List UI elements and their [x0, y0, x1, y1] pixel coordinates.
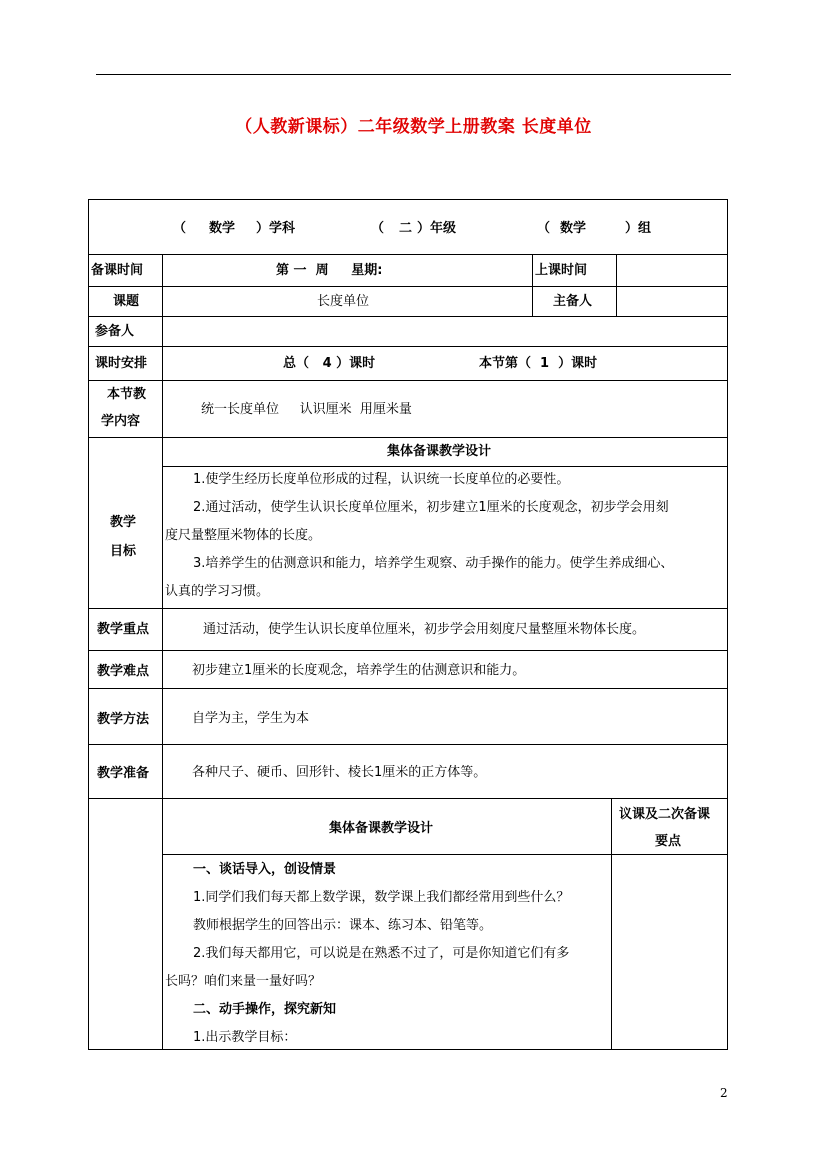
design-line: 教师根据学生的回答出示：课本、练习本、铅笔等。 — [193, 918, 493, 933]
column-divider — [611, 798, 612, 1050]
goals-label-line1: 教学 — [110, 515, 137, 530]
row-divider — [89, 346, 727, 347]
design-heading: 集体备课教学设计 — [387, 444, 492, 459]
design-line: 1.同学们我们每天都上数学课，数学课上我们都经常用到些什么？ — [193, 890, 570, 905]
prep-time-value: 第 一 周 星期: — [276, 263, 383, 278]
row-divider — [89, 688, 727, 689]
row-divider — [89, 798, 727, 799]
row-divider — [89, 380, 727, 381]
column-divider — [616, 254, 617, 316]
schedule-total: 总（ 4 ）课时 — [283, 356, 376, 371]
goal-line: 1.使学生经历长度单位形成的过程，认识统一长度单位的必要性。 — [193, 472, 570, 487]
notes-heading-line1: 议课及二次备课 — [619, 807, 711, 822]
column-divider — [532, 254, 533, 316]
row-divider — [89, 316, 727, 317]
subject-open: （ — [173, 221, 187, 236]
section-heading: 二、动手操作，探究新知 — [193, 1002, 337, 1017]
subject-label: ）学科 — [256, 221, 296, 236]
group-value: 数学 — [560, 221, 587, 236]
goal-line: 3.培养学生的估测意识和能力，培养学生观察、动手操作的能力。使学生养成细心、 — [193, 556, 674, 571]
header-rule — [96, 74, 731, 75]
schedule-label: 课时安排 — [95, 356, 148, 371]
lead-preparer-label: 主备人 — [553, 294, 593, 309]
row-divider — [163, 854, 727, 855]
row-divider — [89, 650, 727, 651]
design-heading-2: 集体备课教学设计 — [329, 821, 434, 836]
page-number: 2 — [720, 1086, 728, 1100]
prep-time-label: 备课时间 — [91, 263, 144, 278]
difficulty-label: 教学难点 — [97, 664, 150, 679]
design-line: 2.我们每天都用它，可以说是在熟悉不过了，可是你知道它们有多 — [193, 946, 570, 961]
section-heading: 一、谈话导入，创设情景 — [193, 862, 337, 877]
row-divider — [89, 744, 727, 745]
row-divider — [89, 286, 727, 287]
class-time-label: 上课时间 — [535, 263, 588, 278]
difficulty-value: 初步建立1厘米的长度观念，培养学生的估测意识和能力。 — [192, 663, 526, 678]
participants-label: 参备人 — [95, 324, 135, 339]
design-line: 1.出示教学目标： — [193, 1030, 297, 1045]
goal-line: 2.通过活动，使学生认识长度单位厘米，初步建立1厘米的长度观念，初步学会用刻 — [193, 500, 669, 515]
lesson-plan-table — [88, 199, 728, 1050]
group-label: ）组 — [625, 221, 652, 236]
grade-label: ）年级 — [417, 221, 457, 236]
goal-line: 认真的学习习惯。 — [165, 584, 270, 599]
key-points-value: 通过活动，使学生认识长度单位厘米，初步学会用刻度尺量整厘米物体长度。 — [203, 622, 646, 637]
content-label-line2: 学内容 — [101, 414, 141, 429]
grade-open: （ — [371, 221, 385, 236]
method-value: 自学为主，学生为本 — [192, 711, 310, 726]
materials-value: 各种尺子、硬币、回形针、棱长1厘米的正方体等。 — [192, 765, 487, 780]
subject-value: 数学 — [209, 221, 236, 236]
group-open: （ — [537, 221, 551, 236]
design-line: 长吗？咱们来量一量好吗？ — [165, 974, 322, 989]
key-points-label: 教学重点 — [97, 622, 150, 637]
row-divider — [89, 254, 727, 255]
schedule-current: 本节第（ 1 ）课时 — [479, 356, 598, 371]
materials-label: 教学准备 — [97, 766, 150, 781]
content-label-line1: 本节教 — [107, 387, 147, 402]
row-divider — [89, 437, 727, 438]
content-value: 统一长度单位 认识厘米 用厘米量 — [201, 402, 412, 417]
column-divider — [162, 254, 163, 1050]
document-title: （人教新课标）二年级数学上册教案 长度单位 — [235, 117, 592, 137]
goal-line: 度尺量整厘米物体的长度。 — [165, 528, 322, 543]
notes-heading-line2: 要点 — [655, 834, 682, 849]
goals-label-line2: 目标 — [110, 544, 137, 559]
topic-label: 课题 — [113, 294, 140, 309]
method-label: 教学方法 — [97, 712, 150, 727]
grade-value: 二 — [399, 221, 413, 236]
row-divider — [89, 608, 727, 609]
topic-value: 长度单位 — [317, 294, 370, 309]
